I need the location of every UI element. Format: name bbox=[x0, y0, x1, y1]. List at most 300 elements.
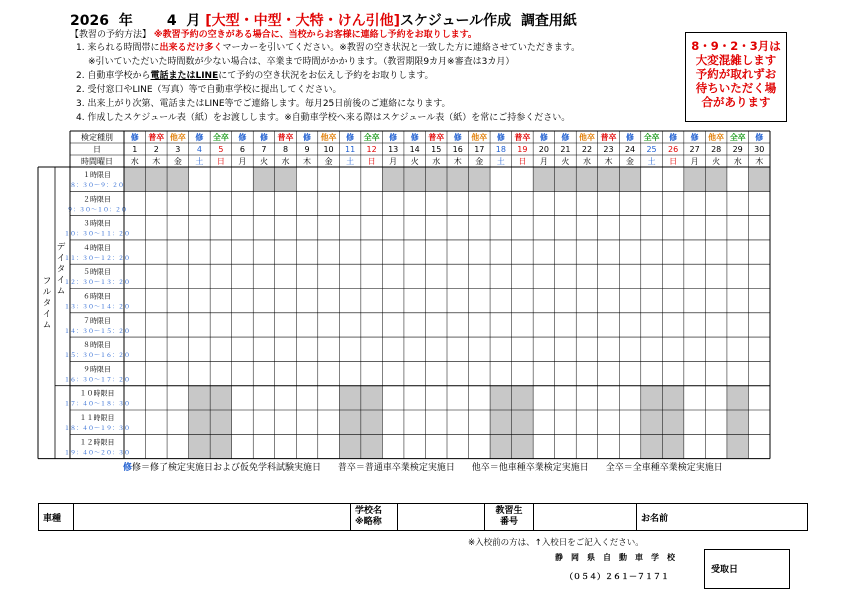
schedule-cell[interactable] bbox=[124, 191, 146, 215]
schedule-cell[interactable] bbox=[167, 313, 189, 337]
schedule-cell[interactable] bbox=[361, 191, 383, 215]
schedule-cell[interactable] bbox=[555, 167, 577, 191]
schedule-cell[interactable] bbox=[382, 410, 404, 434]
schedule-cell[interactable] bbox=[339, 191, 361, 215]
schedule-cell[interactable] bbox=[146, 264, 168, 288]
schedule-cell[interactable] bbox=[210, 167, 232, 191]
schedule-cell[interactable] bbox=[512, 434, 534, 458]
schedule-cell[interactable] bbox=[253, 240, 275, 264]
schedule-cell[interactable] bbox=[425, 167, 447, 191]
schedule-cell[interactable] bbox=[533, 216, 555, 240]
schedule-cell[interactable] bbox=[684, 434, 706, 458]
schedule-cell[interactable] bbox=[576, 313, 598, 337]
schedule-cell[interactable] bbox=[727, 386, 749, 410]
schedule-cell[interactable] bbox=[382, 361, 404, 385]
schedule-cell[interactable] bbox=[167, 240, 189, 264]
schedule-cell[interactable] bbox=[210, 240, 232, 264]
schedule-cell[interactable] bbox=[404, 434, 426, 458]
schedule-cell[interactable] bbox=[469, 167, 491, 191]
schedule-cell[interactable] bbox=[576, 216, 598, 240]
schedule-cell[interactable] bbox=[425, 337, 447, 361]
schedule-cell[interactable] bbox=[339, 386, 361, 410]
schedule-cell[interactable] bbox=[146, 434, 168, 458]
schedule-cell[interactable] bbox=[727, 361, 749, 385]
schedule-cell[interactable] bbox=[253, 191, 275, 215]
schedule-cell[interactable] bbox=[533, 410, 555, 434]
schedule-cell[interactable] bbox=[684, 386, 706, 410]
schedule-cell[interactable] bbox=[662, 337, 684, 361]
schedule-cell[interactable] bbox=[469, 410, 491, 434]
schedule-cell[interactable] bbox=[146, 216, 168, 240]
schedule-cell[interactable] bbox=[598, 264, 620, 288]
schedule-cell[interactable] bbox=[404, 240, 426, 264]
schedule-cell[interactable] bbox=[167, 386, 189, 410]
schedule-cell[interactable] bbox=[598, 410, 620, 434]
schedule-cell[interactable] bbox=[641, 361, 663, 385]
schedule-cell[interactable] bbox=[404, 191, 426, 215]
schedule-cell[interactable] bbox=[189, 167, 211, 191]
schedule-cell[interactable] bbox=[490, 191, 512, 215]
schedule-cell[interactable] bbox=[512, 410, 534, 434]
schedule-cell[interactable] bbox=[748, 361, 770, 385]
schedule-cell[interactable] bbox=[555, 313, 577, 337]
schedule-cell[interactable] bbox=[490, 289, 512, 313]
schedule-cell[interactable] bbox=[146, 289, 168, 313]
schedule-cell[interactable] bbox=[469, 313, 491, 337]
schedule-cell[interactable] bbox=[146, 361, 168, 385]
schedule-cell[interactable] bbox=[318, 264, 340, 288]
schedule-cell[interactable] bbox=[533, 167, 555, 191]
schedule-cell[interactable] bbox=[576, 337, 598, 361]
schedule-cell[interactable] bbox=[361, 167, 383, 191]
schedule-cell[interactable] bbox=[598, 216, 620, 240]
schedule-cell[interactable] bbox=[318, 167, 340, 191]
schedule-cell[interactable] bbox=[619, 386, 641, 410]
schedule-cell[interactable] bbox=[339, 410, 361, 434]
schedule-cell[interactable] bbox=[189, 240, 211, 264]
schedule-cell[interactable] bbox=[576, 191, 598, 215]
schedule-cell[interactable] bbox=[641, 191, 663, 215]
schedule-cell[interactable] bbox=[576, 264, 598, 288]
schedule-cell[interactable] bbox=[684, 337, 706, 361]
schedule-cell[interactable] bbox=[253, 434, 275, 458]
schedule-cell[interactable] bbox=[727, 264, 749, 288]
schedule-cell[interactable] bbox=[684, 216, 706, 240]
schedule-cell[interactable] bbox=[490, 264, 512, 288]
schedule-cell[interactable] bbox=[318, 240, 340, 264]
schedule-cell[interactable] bbox=[339, 313, 361, 337]
schedule-cell[interactable] bbox=[275, 386, 297, 410]
schedule-cell[interactable] bbox=[275, 264, 297, 288]
schedule-cell[interactable] bbox=[619, 337, 641, 361]
schedule-cell[interactable] bbox=[641, 434, 663, 458]
schedule-cell[interactable] bbox=[447, 361, 469, 385]
schedule-cell[interactable] bbox=[619, 240, 641, 264]
schedule-cell[interactable] bbox=[447, 386, 469, 410]
schedule-cell[interactable] bbox=[641, 289, 663, 313]
schedule-cell[interactable] bbox=[490, 361, 512, 385]
schedule-cell[interactable] bbox=[684, 240, 706, 264]
schedule-cell[interactable] bbox=[382, 264, 404, 288]
schedule-cell[interactable] bbox=[425, 386, 447, 410]
schedule-cell[interactable] bbox=[189, 410, 211, 434]
schedule-cell[interactable] bbox=[662, 191, 684, 215]
schedule-cell[interactable] bbox=[705, 191, 727, 215]
schedule-cell[interactable] bbox=[361, 313, 383, 337]
schedule-cell[interactable] bbox=[404, 386, 426, 410]
schedule-cell[interactable] bbox=[619, 216, 641, 240]
schedule-cell[interactable] bbox=[533, 313, 555, 337]
schedule-cell[interactable] bbox=[469, 434, 491, 458]
schedule-cell[interactable] bbox=[425, 191, 447, 215]
schedule-cell[interactable] bbox=[619, 264, 641, 288]
schedule-cell[interactable] bbox=[382, 240, 404, 264]
schedule-cell[interactable] bbox=[598, 361, 620, 385]
schedule-cell[interactable] bbox=[339, 216, 361, 240]
schedule-cell[interactable] bbox=[275, 167, 297, 191]
schedule-cell[interactable] bbox=[576, 240, 598, 264]
schedule-cell[interactable] bbox=[555, 216, 577, 240]
schedule-cell[interactable] bbox=[705, 313, 727, 337]
received-date-box[interactable] bbox=[704, 549, 790, 589]
schedule-cell[interactable] bbox=[189, 386, 211, 410]
schedule-cell[interactable] bbox=[705, 361, 727, 385]
schedule-cell[interactable] bbox=[512, 289, 534, 313]
schedule-cell[interactable] bbox=[232, 191, 254, 215]
schedule-cell[interactable] bbox=[555, 191, 577, 215]
schedule-cell[interactable] bbox=[555, 240, 577, 264]
schedule-cell[interactable] bbox=[705, 434, 727, 458]
schedule-cell[interactable] bbox=[189, 264, 211, 288]
schedule-cell[interactable] bbox=[598, 167, 620, 191]
schedule-cell[interactable] bbox=[748, 410, 770, 434]
schedule-cell[interactable] bbox=[662, 434, 684, 458]
schedule-cell[interactable] bbox=[146, 313, 168, 337]
schedule-cell[interactable] bbox=[318, 191, 340, 215]
schedule-cell[interactable] bbox=[512, 361, 534, 385]
schedule-cell[interactable] bbox=[232, 289, 254, 313]
schedule-cell[interactable] bbox=[447, 191, 469, 215]
schedule-cell[interactable] bbox=[705, 216, 727, 240]
schedule-cell[interactable] bbox=[167, 216, 189, 240]
schedule-cell[interactable] bbox=[296, 240, 318, 264]
schedule-cell[interactable] bbox=[382, 216, 404, 240]
schedule-cell[interactable] bbox=[490, 167, 512, 191]
schedule-cell[interactable] bbox=[275, 337, 297, 361]
schedule-cell[interactable] bbox=[447, 337, 469, 361]
schedule-cell[interactable] bbox=[296, 289, 318, 313]
schedule-cell[interactable] bbox=[210, 386, 232, 410]
schedule-cell[interactable] bbox=[339, 361, 361, 385]
schedule-cell[interactable] bbox=[447, 167, 469, 191]
schedule-cell[interactable] bbox=[146, 386, 168, 410]
name-field[interactable] bbox=[677, 504, 808, 531]
schedule-cell[interactable] bbox=[210, 337, 232, 361]
schedule-cell[interactable] bbox=[727, 167, 749, 191]
schedule-cell[interactable] bbox=[705, 240, 727, 264]
schedule-cell[interactable] bbox=[189, 289, 211, 313]
schedule-cell[interactable] bbox=[684, 167, 706, 191]
schedule-cell[interactable] bbox=[641, 313, 663, 337]
schedule-cell[interactable] bbox=[167, 361, 189, 385]
schedule-cell[interactable] bbox=[641, 410, 663, 434]
schedule-cell[interactable] bbox=[490, 216, 512, 240]
schedule-cell[interactable] bbox=[533, 289, 555, 313]
schedule-cell[interactable] bbox=[361, 264, 383, 288]
schedule-cell[interactable] bbox=[469, 264, 491, 288]
student-number-field[interactable] bbox=[534, 504, 637, 531]
schedule-cell[interactable] bbox=[641, 167, 663, 191]
schedule-cell[interactable] bbox=[727, 410, 749, 434]
schedule-cell[interactable] bbox=[512, 386, 534, 410]
schedule-cell[interactable] bbox=[382, 289, 404, 313]
schedule-cell[interactable] bbox=[512, 240, 534, 264]
schedule-cell[interactable] bbox=[598, 337, 620, 361]
schedule-cell[interactable] bbox=[404, 289, 426, 313]
schedule-cell[interactable] bbox=[210, 264, 232, 288]
schedule-cell[interactable] bbox=[425, 361, 447, 385]
schedule-cell[interactable] bbox=[361, 240, 383, 264]
schedule-cell[interactable] bbox=[339, 289, 361, 313]
schedule-cell[interactable] bbox=[748, 434, 770, 458]
schedule-cell[interactable] bbox=[727, 289, 749, 313]
schedule-cell[interactable] bbox=[296, 434, 318, 458]
schedule-cell[interactable] bbox=[662, 410, 684, 434]
schedule-cell[interactable] bbox=[253, 289, 275, 313]
schedule-cell[interactable] bbox=[533, 240, 555, 264]
schedule-cell[interactable] bbox=[210, 361, 232, 385]
schedule-cell[interactable] bbox=[598, 313, 620, 337]
schedule-cell[interactable] bbox=[425, 410, 447, 434]
schedule-cell[interactable] bbox=[447, 240, 469, 264]
schedule-cell[interactable] bbox=[339, 434, 361, 458]
schedule-cell[interactable] bbox=[662, 313, 684, 337]
schedule-cell[interactable] bbox=[748, 264, 770, 288]
schedule-cell[interactable] bbox=[210, 410, 232, 434]
schedule-cell[interactable] bbox=[598, 240, 620, 264]
schedule-cell[interactable] bbox=[533, 434, 555, 458]
schedule-cell[interactable] bbox=[189, 313, 211, 337]
schedule-cell[interactable] bbox=[361, 410, 383, 434]
schedule-cell[interactable] bbox=[555, 289, 577, 313]
schedule-cell[interactable] bbox=[318, 216, 340, 240]
schedule-cell[interactable] bbox=[339, 167, 361, 191]
schedule-cell[interactable] bbox=[555, 264, 577, 288]
schedule-cell[interactable] bbox=[425, 434, 447, 458]
schedule-cell[interactable] bbox=[512, 337, 534, 361]
schedule-cell[interactable] bbox=[619, 410, 641, 434]
schedule-cell[interactable] bbox=[748, 191, 770, 215]
schedule-cell[interactable] bbox=[748, 386, 770, 410]
schedule-cell[interactable] bbox=[318, 410, 340, 434]
schedule-cell[interactable] bbox=[167, 191, 189, 215]
schedule-cell[interactable] bbox=[232, 167, 254, 191]
schedule-cell[interactable] bbox=[382, 191, 404, 215]
schedule-cell[interactable] bbox=[296, 386, 318, 410]
schedule-cell[interactable] bbox=[576, 361, 598, 385]
schedule-cell[interactable] bbox=[555, 386, 577, 410]
schedule-cell[interactable] bbox=[318, 434, 340, 458]
schedule-cell[interactable] bbox=[253, 167, 275, 191]
schedule-cell[interactable] bbox=[662, 167, 684, 191]
schedule-cell[interactable] bbox=[512, 191, 534, 215]
schedule-cell[interactable] bbox=[705, 289, 727, 313]
schedule-cell[interactable] bbox=[275, 191, 297, 215]
schedule-cell[interactable] bbox=[189, 337, 211, 361]
schedule-cell[interactable] bbox=[232, 216, 254, 240]
schedule-cell[interactable] bbox=[167, 337, 189, 361]
schedule-cell[interactable] bbox=[684, 264, 706, 288]
schedule-cell[interactable] bbox=[339, 264, 361, 288]
schedule-cell[interactable] bbox=[253, 313, 275, 337]
schedule-cell[interactable] bbox=[512, 167, 534, 191]
schedule-cell[interactable] bbox=[641, 386, 663, 410]
schedule-cell[interactable] bbox=[555, 361, 577, 385]
schedule-cell[interactable] bbox=[705, 410, 727, 434]
schedule-cell[interactable] bbox=[167, 289, 189, 313]
schedule-cell[interactable] bbox=[361, 216, 383, 240]
schedule-cell[interactable] bbox=[425, 264, 447, 288]
schedule-cell[interactable] bbox=[382, 337, 404, 361]
schedule-cell[interactable] bbox=[447, 434, 469, 458]
schedule-cell[interactable] bbox=[425, 216, 447, 240]
schedule-cell[interactable] bbox=[705, 337, 727, 361]
schedule-cell[interactable] bbox=[490, 313, 512, 337]
schedule-cell[interactable] bbox=[555, 434, 577, 458]
schedule-cell[interactable] bbox=[662, 216, 684, 240]
schedule-cell[interactable] bbox=[339, 240, 361, 264]
schedule-cell[interactable] bbox=[167, 410, 189, 434]
schedule-cell[interactable] bbox=[533, 361, 555, 385]
schedule-cell[interactable] bbox=[447, 289, 469, 313]
schedule-cell[interactable] bbox=[404, 216, 426, 240]
schedule-cell[interactable] bbox=[576, 434, 598, 458]
schedule-cell[interactable] bbox=[619, 361, 641, 385]
car-type-field[interactable] bbox=[74, 504, 351, 531]
schedule-cell[interactable] bbox=[404, 410, 426, 434]
schedule-cell[interactable] bbox=[318, 289, 340, 313]
schedule-cell[interactable] bbox=[232, 361, 254, 385]
schedule-cell[interactable] bbox=[318, 337, 340, 361]
schedule-cell[interactable] bbox=[253, 386, 275, 410]
schedule-cell[interactable] bbox=[361, 361, 383, 385]
schedule-cell[interactable] bbox=[404, 313, 426, 337]
schedule-cell[interactable] bbox=[275, 289, 297, 313]
schedule-cell[interactable] bbox=[641, 240, 663, 264]
schedule-cell[interactable] bbox=[727, 434, 749, 458]
schedule-cell[interactable] bbox=[361, 337, 383, 361]
schedule-cell[interactable] bbox=[275, 361, 297, 385]
schedule-cell[interactable] bbox=[705, 264, 727, 288]
schedule-cell[interactable] bbox=[727, 313, 749, 337]
schedule-cell[interactable] bbox=[296, 191, 318, 215]
schedule-cell[interactable] bbox=[684, 191, 706, 215]
schedule-cell[interactable] bbox=[232, 240, 254, 264]
schedule-cell[interactable] bbox=[684, 313, 706, 337]
schedule-cell[interactable] bbox=[275, 410, 297, 434]
schedule-cell[interactable] bbox=[576, 167, 598, 191]
schedule-cell[interactable] bbox=[576, 410, 598, 434]
schedule-cell[interactable] bbox=[146, 167, 168, 191]
schedule-cell[interactable] bbox=[490, 434, 512, 458]
schedule-cell[interactable] bbox=[748, 216, 770, 240]
schedule-cell[interactable] bbox=[727, 191, 749, 215]
schedule-cell[interactable] bbox=[490, 410, 512, 434]
schedule-cell[interactable] bbox=[425, 289, 447, 313]
schedule-cell[interactable] bbox=[124, 167, 146, 191]
schedule-cell[interactable] bbox=[662, 264, 684, 288]
schedule-cell[interactable] bbox=[598, 434, 620, 458]
schedule-cell[interactable] bbox=[404, 361, 426, 385]
schedule-cell[interactable] bbox=[167, 264, 189, 288]
schedule-cell[interactable] bbox=[662, 289, 684, 313]
schedule-cell[interactable] bbox=[727, 216, 749, 240]
schedule-cell[interactable] bbox=[146, 191, 168, 215]
schedule-cell[interactable] bbox=[533, 264, 555, 288]
schedule-cell[interactable] bbox=[361, 289, 383, 313]
schedule-cell[interactable] bbox=[533, 337, 555, 361]
schedule-cell[interactable] bbox=[275, 434, 297, 458]
schedule-cell[interactable] bbox=[598, 289, 620, 313]
schedule-cell[interactable] bbox=[232, 386, 254, 410]
schedule-cell[interactable] bbox=[146, 337, 168, 361]
schedule-cell[interactable] bbox=[189, 361, 211, 385]
schedule-cell[interactable] bbox=[146, 240, 168, 264]
schedule-cell[interactable] bbox=[382, 313, 404, 337]
schedule-cell[interactable] bbox=[705, 167, 727, 191]
schedule-cell[interactable] bbox=[404, 337, 426, 361]
schedule-cell[interactable] bbox=[275, 240, 297, 264]
schedule-cell[interactable] bbox=[576, 289, 598, 313]
schedule-cell[interactable] bbox=[253, 410, 275, 434]
schedule-cell[interactable] bbox=[296, 167, 318, 191]
schedule-cell[interactable] bbox=[382, 434, 404, 458]
schedule-cell[interactable] bbox=[339, 337, 361, 361]
schedule-cell[interactable] bbox=[598, 386, 620, 410]
schedule-cell[interactable] bbox=[641, 216, 663, 240]
schedule-cell[interactable] bbox=[727, 337, 749, 361]
schedule-cell[interactable] bbox=[296, 313, 318, 337]
schedule-cell[interactable] bbox=[382, 167, 404, 191]
schedule-cell[interactable] bbox=[189, 434, 211, 458]
schedule-cell[interactable] bbox=[555, 410, 577, 434]
schedule-cell[interactable] bbox=[382, 386, 404, 410]
schedule-cell[interactable] bbox=[447, 216, 469, 240]
schedule-cell[interactable] bbox=[727, 240, 749, 264]
schedule-cell[interactable] bbox=[232, 434, 254, 458]
schedule-cell[interactable] bbox=[748, 240, 770, 264]
schedule-cell[interactable] bbox=[469, 361, 491, 385]
schedule-cell[interactable] bbox=[684, 410, 706, 434]
schedule-cell[interactable] bbox=[296, 361, 318, 385]
schedule-cell[interactable] bbox=[512, 313, 534, 337]
schedule-cell[interactable] bbox=[296, 264, 318, 288]
schedule-cell[interactable] bbox=[662, 386, 684, 410]
schedule-cell[interactable] bbox=[748, 337, 770, 361]
schedule-cell[interactable] bbox=[318, 361, 340, 385]
schedule-cell[interactable] bbox=[447, 264, 469, 288]
schedule-cell[interactable] bbox=[404, 264, 426, 288]
schedule-cell[interactable] bbox=[275, 216, 297, 240]
schedule-cell[interactable] bbox=[469, 216, 491, 240]
schedule-cell[interactable] bbox=[296, 216, 318, 240]
schedule-cell[interactable] bbox=[318, 386, 340, 410]
schedule-cell[interactable] bbox=[425, 240, 447, 264]
schedule-cell[interactable] bbox=[512, 216, 534, 240]
schedule-cell[interactable] bbox=[167, 167, 189, 191]
schedule-cell[interactable] bbox=[296, 337, 318, 361]
schedule-cell[interactable] bbox=[210, 313, 232, 337]
